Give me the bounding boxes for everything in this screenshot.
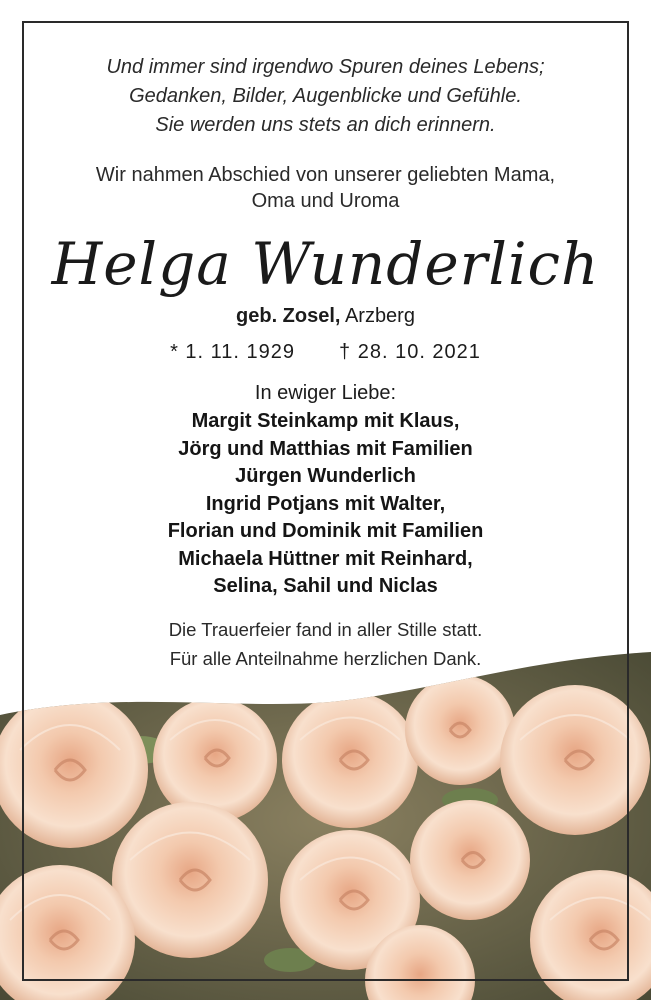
mourner-line: Michaela Hüttner mit Reinhard, — [178, 547, 473, 570]
closing-line: Die Trauerfeier fand in aller Stille statt. — [168, 618, 483, 640]
life-dates — [24, 338, 627, 366]
mourner-line: Margit Steinkamp mit Klaus, — [191, 410, 460, 432]
love-line: In ewiger Liebe: — [254, 382, 397, 404]
closing-text — [24, 615, 627, 673]
mourner-line: Jörg und Matthias mit Familien — [178, 437, 473, 460]
birth-info — [24, 302, 627, 330]
intro-line: Oma und Uroma — [251, 190, 400, 212]
place: Arzberg — [344, 305, 415, 327]
death-date: † 28. 10. 2021 — [339, 341, 481, 363]
birth-date: * 1. 11. 1929 — [170, 341, 296, 363]
closing-line: Für alle Anteilnahme herzlichen Dank. — [169, 647, 482, 669]
notice-content — [24, 23, 627, 673]
poem-line: Gedanken, Bilder, Augenblicke und Gefühle. — [129, 85, 522, 107]
deceased-name: Helga Wunderlich — [51, 230, 600, 298]
poem-line: Sie werden uns stets an dich erinnern. — [155, 114, 496, 136]
mourner-line: Selina, Sahil und Niclas — [213, 575, 438, 597]
intro-line: Wir nahmen Abschied von unserer geliebten Mama, — [95, 164, 556, 186]
mourner-line: Ingrid Potjans mit Walter, — [205, 492, 446, 515]
intro-text — [24, 162, 627, 214]
birth-name: geb. Zosel, — [236, 305, 341, 327]
mourners-list — [24, 408, 627, 601]
mourner-line: Florian und Dominik mit Familien — [167, 520, 484, 542]
poem — [24, 53, 627, 140]
mourner-line: Jürgen Wunderlich — [235, 465, 416, 487]
roses-image — [0, 640, 651, 1000]
poem-line: Und immer sind irgendwo Spuren deines Lebens; — [106, 56, 545, 78]
